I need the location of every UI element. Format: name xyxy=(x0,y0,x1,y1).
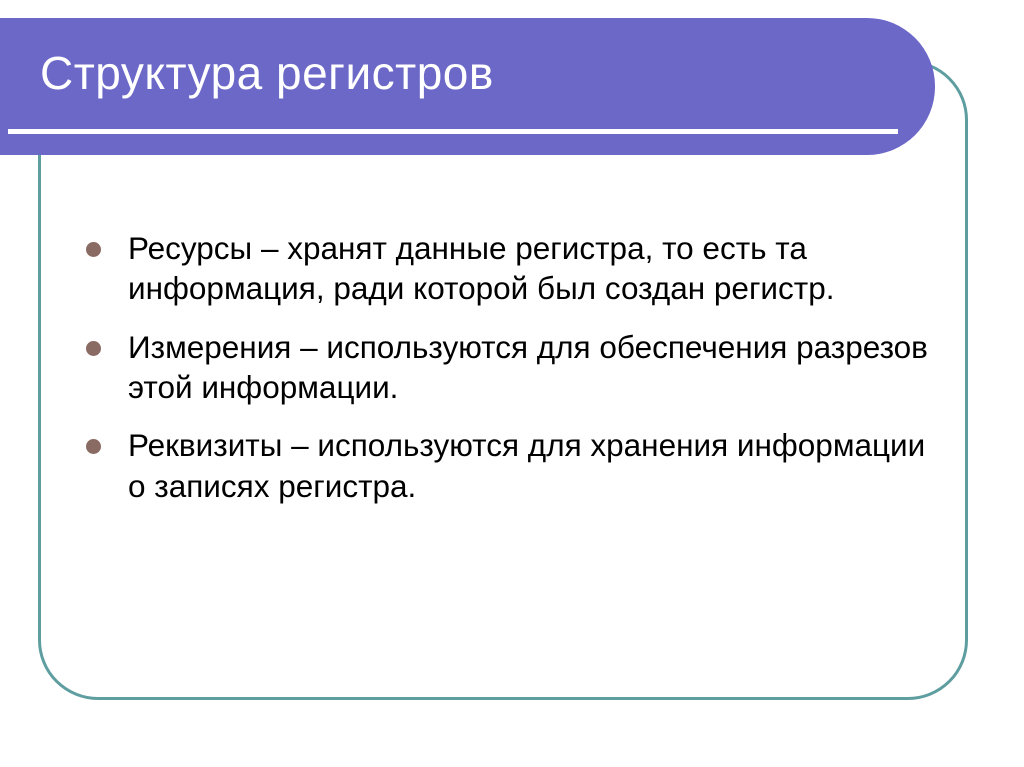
list-item-label: Ресурсы – хранят данные регистра, то есть та информация, ради которой был создан регистр. xyxy=(128,230,835,307)
list-item xyxy=(78,327,938,408)
list-item-label: Реквизиты – используются для хранения информации о записях регистра. xyxy=(128,427,926,504)
page-title: Структура регистров xyxy=(40,47,494,99)
list-item-label: Измерения – используются для обеспечения разрезов этой информации. xyxy=(128,328,928,405)
bullet-list xyxy=(78,228,938,524)
bullet-dot-icon xyxy=(86,439,101,454)
title-divider xyxy=(8,129,898,134)
bullet-dot-icon xyxy=(86,341,101,356)
list-item xyxy=(78,425,938,506)
list-item xyxy=(78,228,938,309)
bullet-dot-icon xyxy=(86,242,101,257)
title-banner xyxy=(0,18,935,155)
